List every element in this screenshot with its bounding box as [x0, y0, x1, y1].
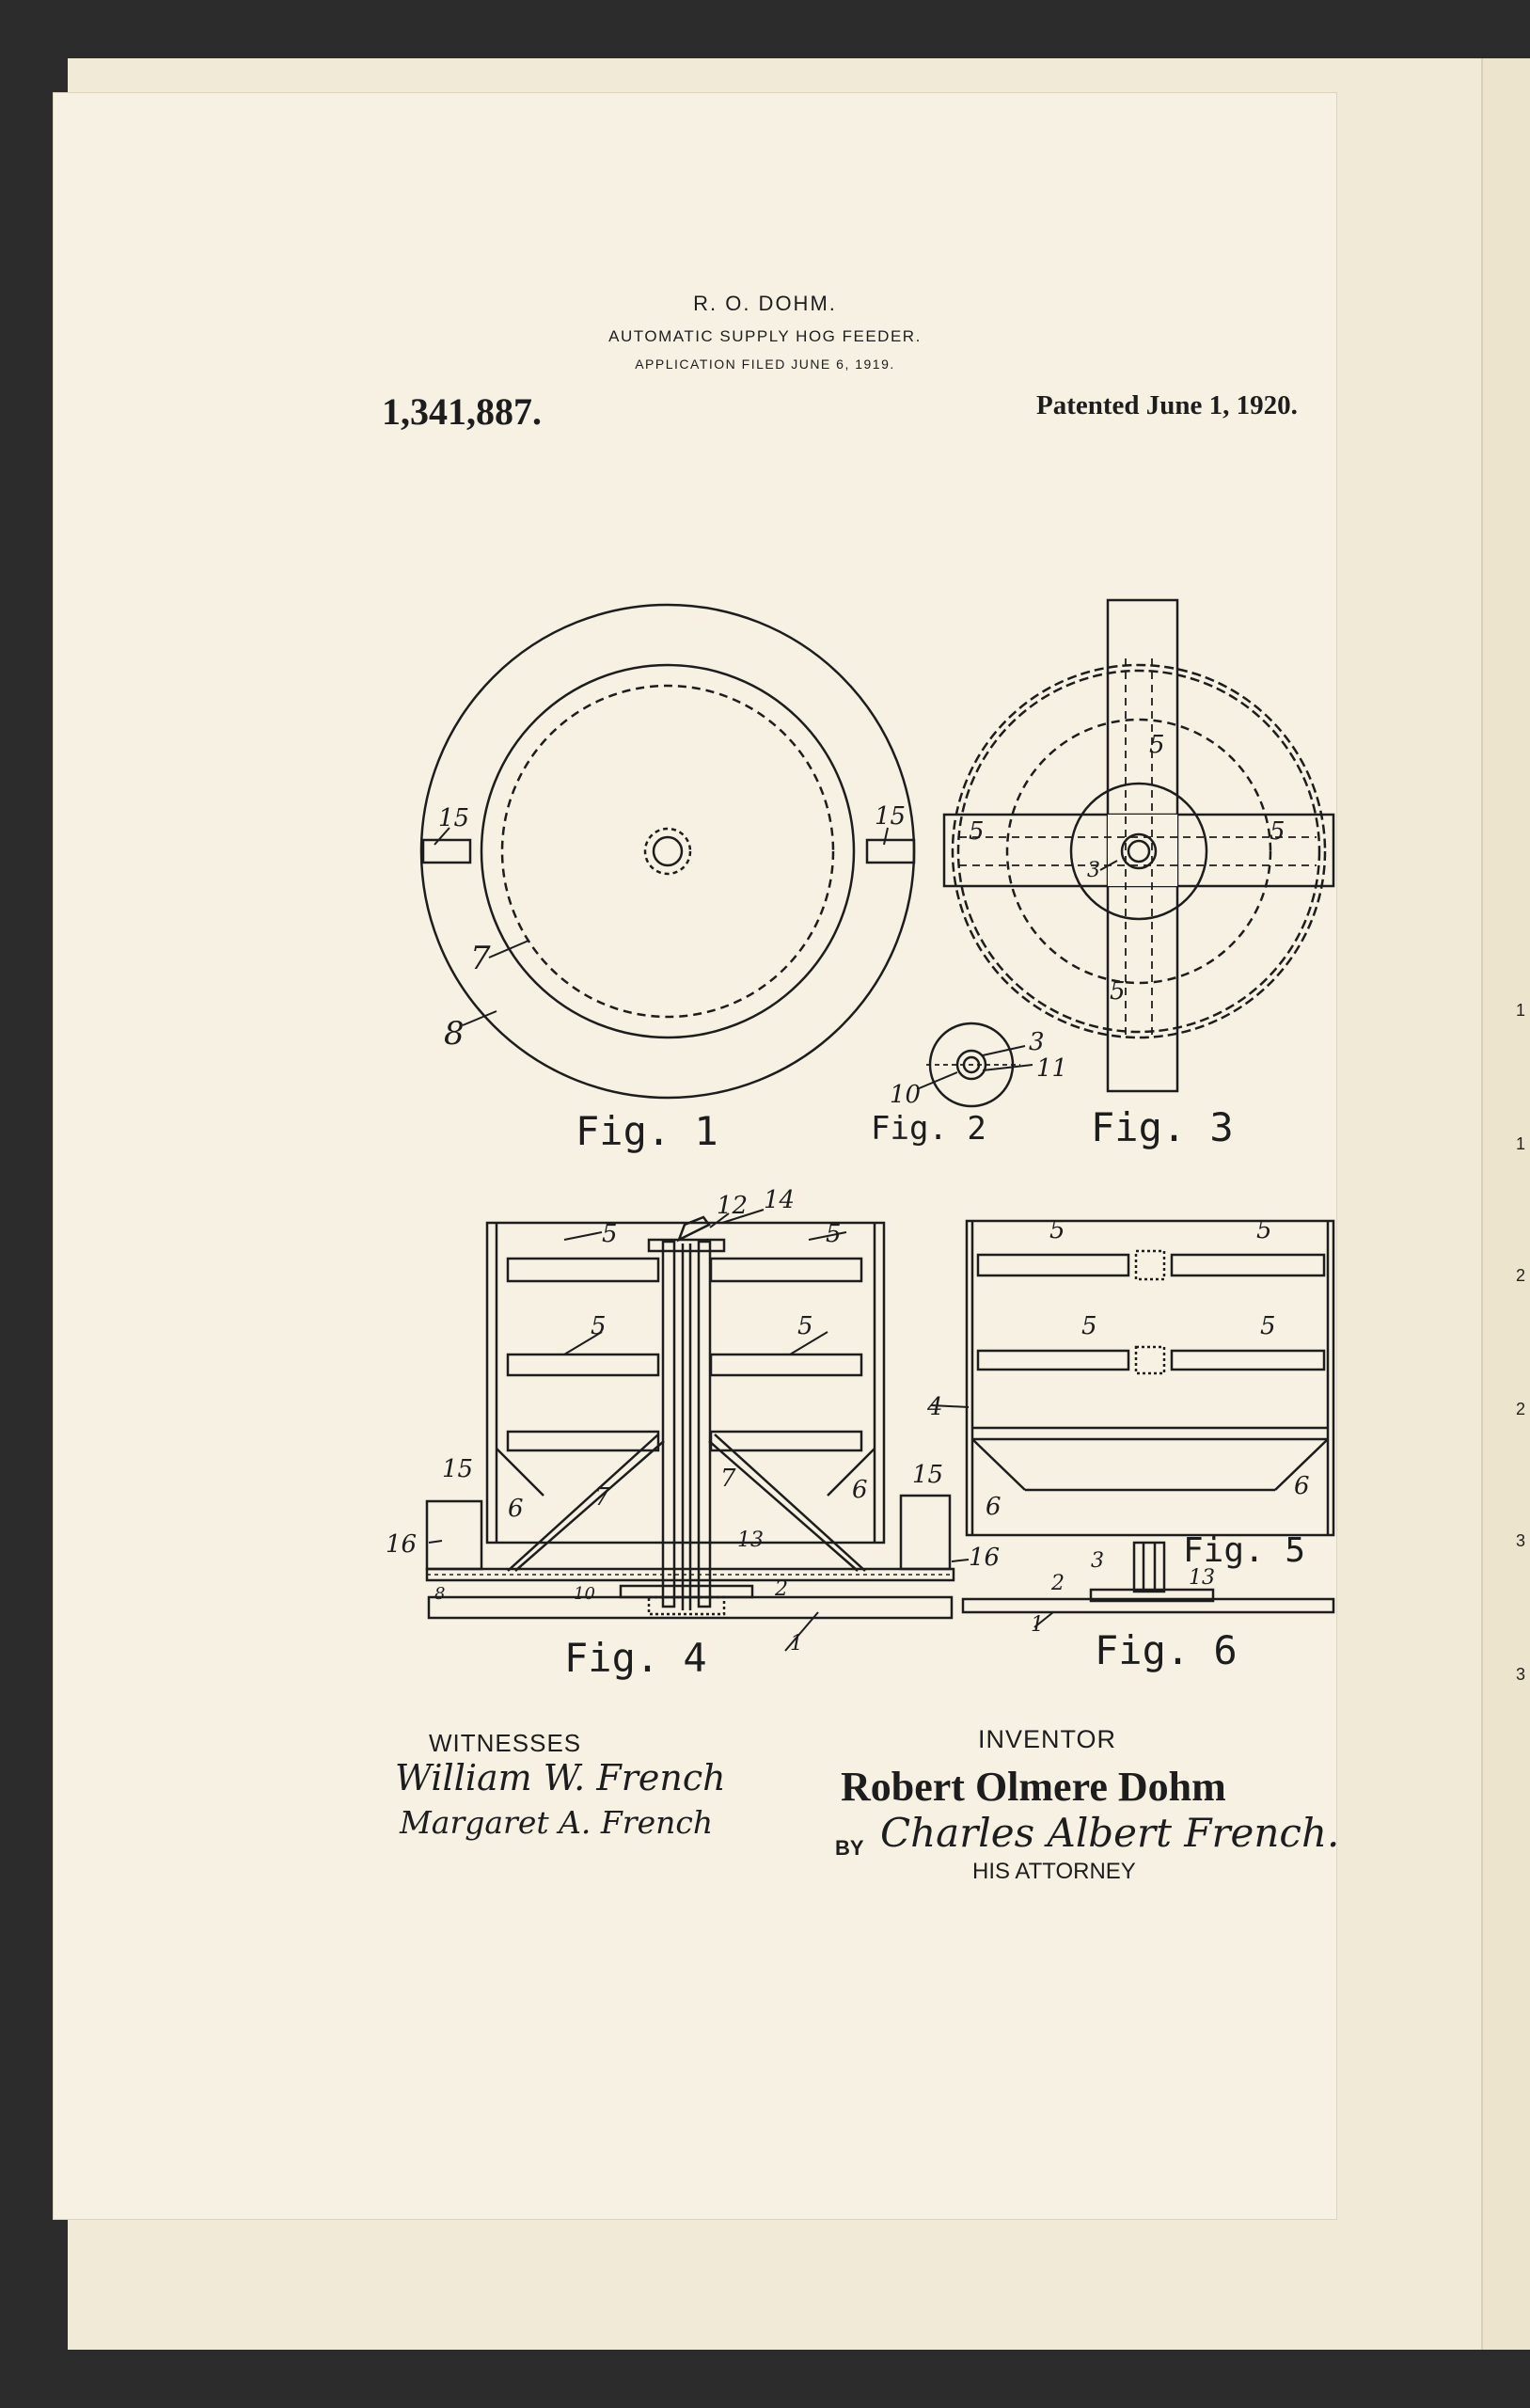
figure-6-label: Fig. 6 — [1095, 1627, 1238, 1673]
margin-number: 1 — [1516, 1001, 1526, 1020]
figure-5-label: Fig. 5 — [1183, 1531, 1306, 1570]
figure-4-section — [427, 1210, 969, 1651]
margin-number: 3 — [1516, 1665, 1526, 1684]
margin-number: 1 — [1516, 1134, 1526, 1153]
ref-6-fig5-left: 6 — [986, 1493, 1002, 1521]
ref-6-fig5-right: 6 — [1294, 1472, 1310, 1500]
ref-2-fig6: 2 — [1051, 1572, 1065, 1595]
margin-number: 3 — [1516, 1531, 1526, 1550]
ref-15-fig4-left: 15 — [442, 1455, 474, 1483]
witness-1-signature: William W. French — [395, 1757, 726, 1798]
ref-3-fig3: 3 — [1087, 859, 1100, 882]
inventor-label: INVENTOR — [978, 1725, 1117, 1753]
ref-3-fig6: 3 — [1091, 1549, 1104, 1573]
ref-13-fig6: 13 — [1189, 1566, 1215, 1590]
margin-number: 2 — [1516, 1400, 1526, 1418]
margin-number: 2 — [1516, 1266, 1526, 1285]
ref-15-fig1-right: 15 — [875, 802, 907, 831]
ref-12-fig4: 12 — [717, 1192, 749, 1220]
attorney-label: HIS ATTORNEY — [972, 1859, 1136, 1884]
ref-8-fig1: 8 — [444, 1015, 465, 1053]
witness-2-signature: Margaret A. French — [400, 1804, 714, 1841]
header-title: AUTOMATIC SUPPLY HOG FEEDER. — [608, 327, 922, 345]
header-filed-date: APPLICATION FILED JUNE 6, 1919. — [635, 356, 895, 372]
attorney-signature: Charles Albert French. — [880, 1810, 1340, 1856]
ref-7-fig4-right: 7 — [720, 1465, 736, 1493]
figure-2-label: Fig. 2 — [871, 1110, 986, 1148]
ref-3-fig2: 3 — [1029, 1028, 1045, 1056]
ref-2-fig4: 2 — [775, 1577, 788, 1601]
ref-5-fig5-c: 5 — [1081, 1312, 1097, 1340]
figure-4-label: Fig. 4 — [564, 1635, 707, 1681]
ref-5-fig3-right: 5 — [1270, 817, 1286, 846]
ref-5-fig3-left: 5 — [969, 817, 985, 846]
ref-5-fig4-a: 5 — [602, 1220, 618, 1248]
ref-13-fig4: 13 — [737, 1529, 764, 1552]
figure-2-detail — [917, 1023, 1033, 1106]
patent-number: 1,341,887. — [382, 390, 542, 433]
ref-6-fig4-left: 6 — [508, 1495, 524, 1523]
ref-10-fig4: 10 — [574, 1584, 595, 1604]
ref-7-fig4-left: 7 — [594, 1483, 610, 1512]
ref-15-fig4-right: 15 — [912, 1461, 944, 1489]
inventor-signature: Robert Olmere Dohm — [841, 1764, 1226, 1810]
figure-1-label: Fig. 1 — [576, 1108, 718, 1154]
ref-16-fig4-left: 16 — [386, 1530, 418, 1559]
ref-10-fig2: 10 — [890, 1081, 922, 1109]
ref-11-fig2: 11 — [1036, 1054, 1068, 1083]
ref-5-fig5-d: 5 — [1260, 1312, 1276, 1340]
patent-date: Patented June 1, 1920. — [1036, 390, 1298, 420]
ref-6-fig4-right: 6 — [852, 1476, 868, 1504]
figure-3-cross-view — [944, 600, 1333, 1091]
ref-5-fig4-c: 5 — [591, 1312, 607, 1340]
ref-5-fig5-a: 5 — [1049, 1216, 1065, 1244]
by-label: BY — [835, 1836, 864, 1860]
ref-8-fig4: 8 — [434, 1584, 446, 1604]
ref-1-fig6: 1 — [1031, 1613, 1044, 1637]
ref-15-fig1-left: 15 — [438, 804, 470, 832]
ref-4-fig5: 4 — [927, 1393, 943, 1421]
witnesses-label: WITNESSES — [429, 1729, 582, 1757]
ref-5-fig3-top: 5 — [1149, 731, 1165, 759]
figure-3-label: Fig. 3 — [1091, 1104, 1234, 1150]
ref-5-fig4-b: 5 — [826, 1220, 842, 1248]
figure-1-top-view — [421, 605, 914, 1098]
ref-7-fig1: 7 — [470, 940, 491, 977]
ref-14-fig4: 14 — [764, 1186, 796, 1214]
ref-5-fig3-bottom: 5 — [1110, 977, 1126, 1006]
ref-1-fig4: 1 — [790, 1632, 803, 1656]
header-inventor-name: R. O. DOHM. — [693, 292, 837, 315]
ref-16-fig4-right: 16 — [969, 1544, 1001, 1572]
ref-5-fig5-b: 5 — [1256, 1216, 1272, 1244]
ref-5-fig4-d: 5 — [797, 1312, 813, 1340]
